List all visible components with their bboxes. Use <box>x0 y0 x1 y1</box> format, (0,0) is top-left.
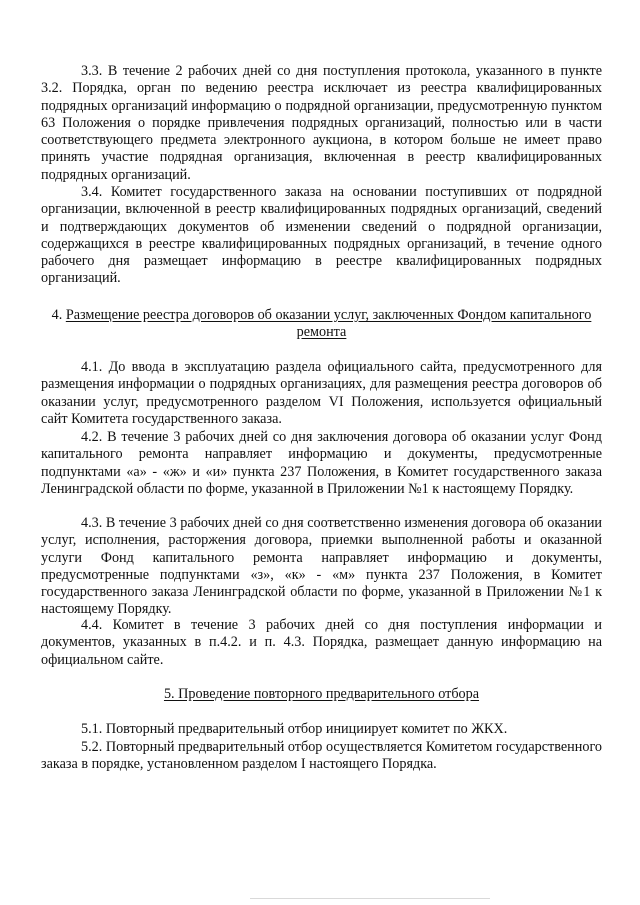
section-4-number: 4. <box>51 307 63 323</box>
paragraph-3-4: 3.4. Комитет государственного заказа на основании поступивших от подрядной организации, включенной в реестр квалифицированных подрядных организаций, сведений и подтверждающих документов об изменении сведений о подрядной организации, содержащихся в реестре квалифицированных подрядных организаций, в течение одного рабочего дня размещает информацию в реестре квалифицированных подрядных организаций. <box>41 184 602 287</box>
section-4-title: Размещение реестра договоров об оказании услуг, заключенных Фондом капитального ремонта <box>65 307 592 341</box>
paragraph-4-3: 4.3. В течение 3 рабочих дней со дня соответственно изменения договора об оказании услуг, исполнения, расторжения договора, приемки выполненной работы и оказанной услуги Фонд капитального ремонта направляет информацию и документы, предусмотренные подпунктами «з», «к» - «м» пункта 237 Положения, в Комитет государственного заказа Ленинградской области по форме, указанной в Приложении №1 к настоящему Порядку. <box>41 515 602 618</box>
section-5-title: 5. Проведение повторного предварительного отбора <box>163 686 480 702</box>
paragraph-5-1: 5.1. Повторный предварительный отбор инициирует комитет по ЖКХ. <box>81 721 508 737</box>
paragraph-5-2: 5.2. Повторный предварительный отбор осуществляется Комитетом государственного заказа в порядке, установленном разделом I настоящего Порядка. <box>41 739 602 773</box>
section-4-heading <box>41 307 602 342</box>
section-5-heading <box>41 686 602 703</box>
scan-artifact-line <box>250 898 490 899</box>
paragraph-3-3: 3.3. В течение 2 рабочих дней со дня поступления протокола, указанного в пункте 3.2. Порядка, орган по ведению реестра исключает из реестра квалифицированных подрядных организаций информацию о подрядной организации, предусмотренную пунктом 63 Положения о порядке привлечения подрядных организаций, полностью или в части соответствующего предмета электронного аукциона, в котором больше не имеет право принять участие подрядная организация, включенная в реестр квалифицированных подрядных организаций. <box>41 63 602 183</box>
paragraph-4-2: 4.2. В течение 3 рабочих дней со дня заключения договора об оказании услуг Фонд капитального ремонта направляет информацию и документы, предусмотренные подпунктами «а» - «ж» и «и» пункта 237 Положения, в Комитет государственного заказа Ленинградской области по форме, указанной в Приложении №1 к настоящему Порядку. <box>41 429 602 497</box>
paragraph-4-1: 4.1. До ввода в эксплуатацию раздела официального сайта, предусмотренного для размещения информации о подрядных организациях, для размещения реестра договоров об оказании услуг, предусмотренного разделом VI Положения, используется официальный сайт Комитета государственного заказа. <box>41 359 602 427</box>
paragraph-4-4: 4.4. Комитет в течение 3 рабочих дней со дня поступления информации и документов, указанных в п.4.2. и п. 4.3. Порядка, размещает данную информацию на официальном сайте. <box>41 617 602 668</box>
